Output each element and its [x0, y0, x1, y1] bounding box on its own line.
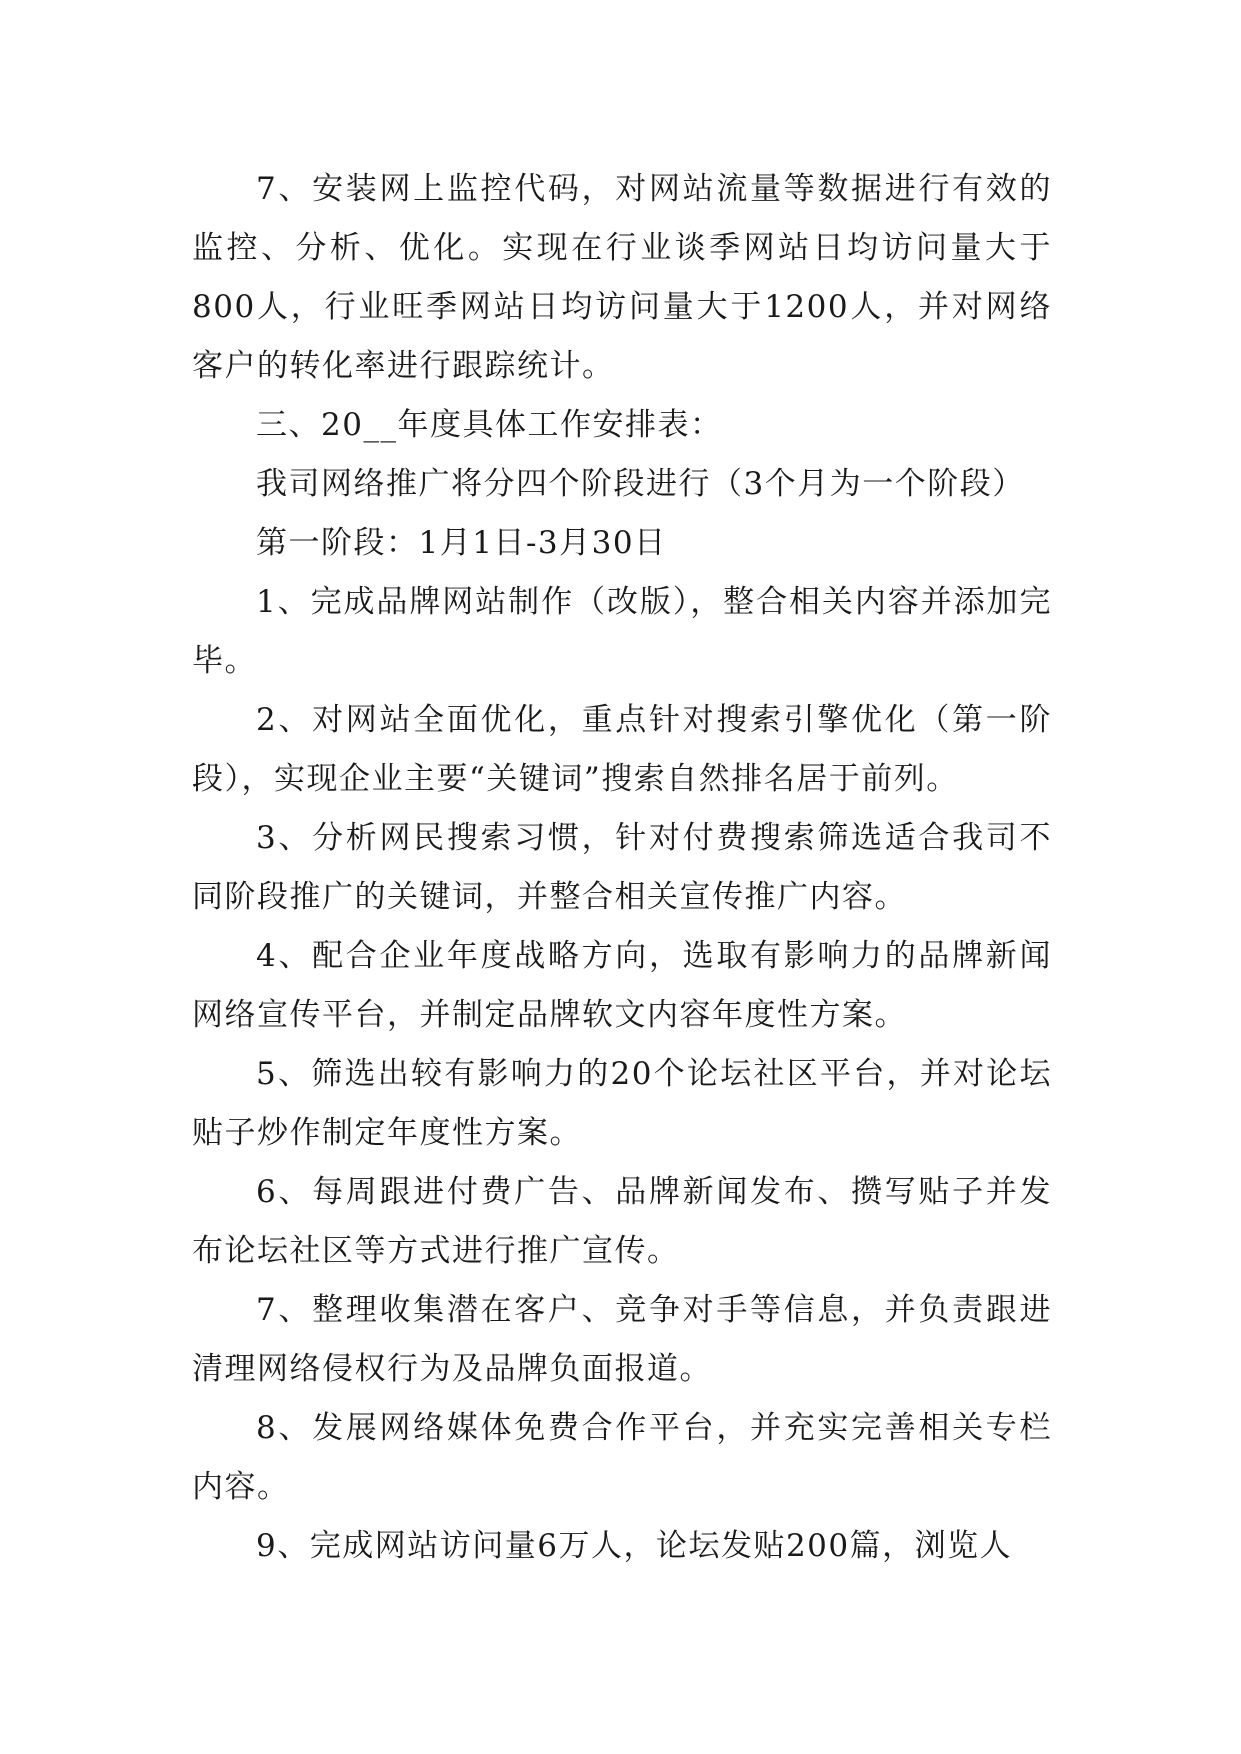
- list-item: 3、分析网民搜索习惯，针对付费搜索筛选适合我司不同阶段推广的关键词，并整合相关宣传推广内容。: [192, 820, 1052, 915]
- document-body: [192, 160, 1052, 1576]
- section-heading-annual-schedule: 三、20__年度具体工作安排表：: [256, 407, 723, 443]
- list-item: 8、发展网络媒体免费合作平台，并充实完善相关专栏内容。: [192, 1410, 1052, 1505]
- paragraph-item-7-monitoring: 7、安装网上监控代码，对网站流量等数据进行有效的监控、分析、优化。实现在行业谈季网站日均访问量大于800人，行业旺季网站日均访问量大于1200人，并对网络客户的转化率进行跟踪统计。: [192, 171, 1052, 384]
- list-item: 9、完成网站访问量6万人，论坛发贴200篇，浏览人: [256, 1528, 1013, 1564]
- list-item: 2、对网站全面优化，重点针对搜索引擎优化（第一阶段），实现企业主要“关键词”搜索自然排名居于前列。: [192, 702, 1052, 797]
- list-item: 1、完成品牌网站制作（改版），整合相关内容并添加完毕。: [192, 584, 1052, 679]
- paragraph-four-phases: 我司网络推广将分四个阶段进行（3个月为一个阶段）: [256, 466, 1025, 502]
- list-item: 7、整理收集潜在客户、竞争对手等信息，并负责跟进清理网络侵权行为及品牌负面报道。: [192, 1292, 1052, 1387]
- list-item: 5、筛选出较有影响力的20个论坛社区平台，并对论坛贴子炒作制定年度性方案。: [192, 1056, 1052, 1151]
- list-item: 4、配合企业年度战略方向，选取有影响力的品牌新闻网络宣传平台，并制定品牌软文内容年度性方案。: [192, 938, 1052, 1033]
- list-item: 6、每周跟进付费广告、品牌新闻发布、攒写贴子并发布论坛社区等方式进行推广宣传。: [192, 1174, 1052, 1269]
- phase-one-heading: 第一阶段：1月1日-3月30日: [256, 525, 667, 561]
